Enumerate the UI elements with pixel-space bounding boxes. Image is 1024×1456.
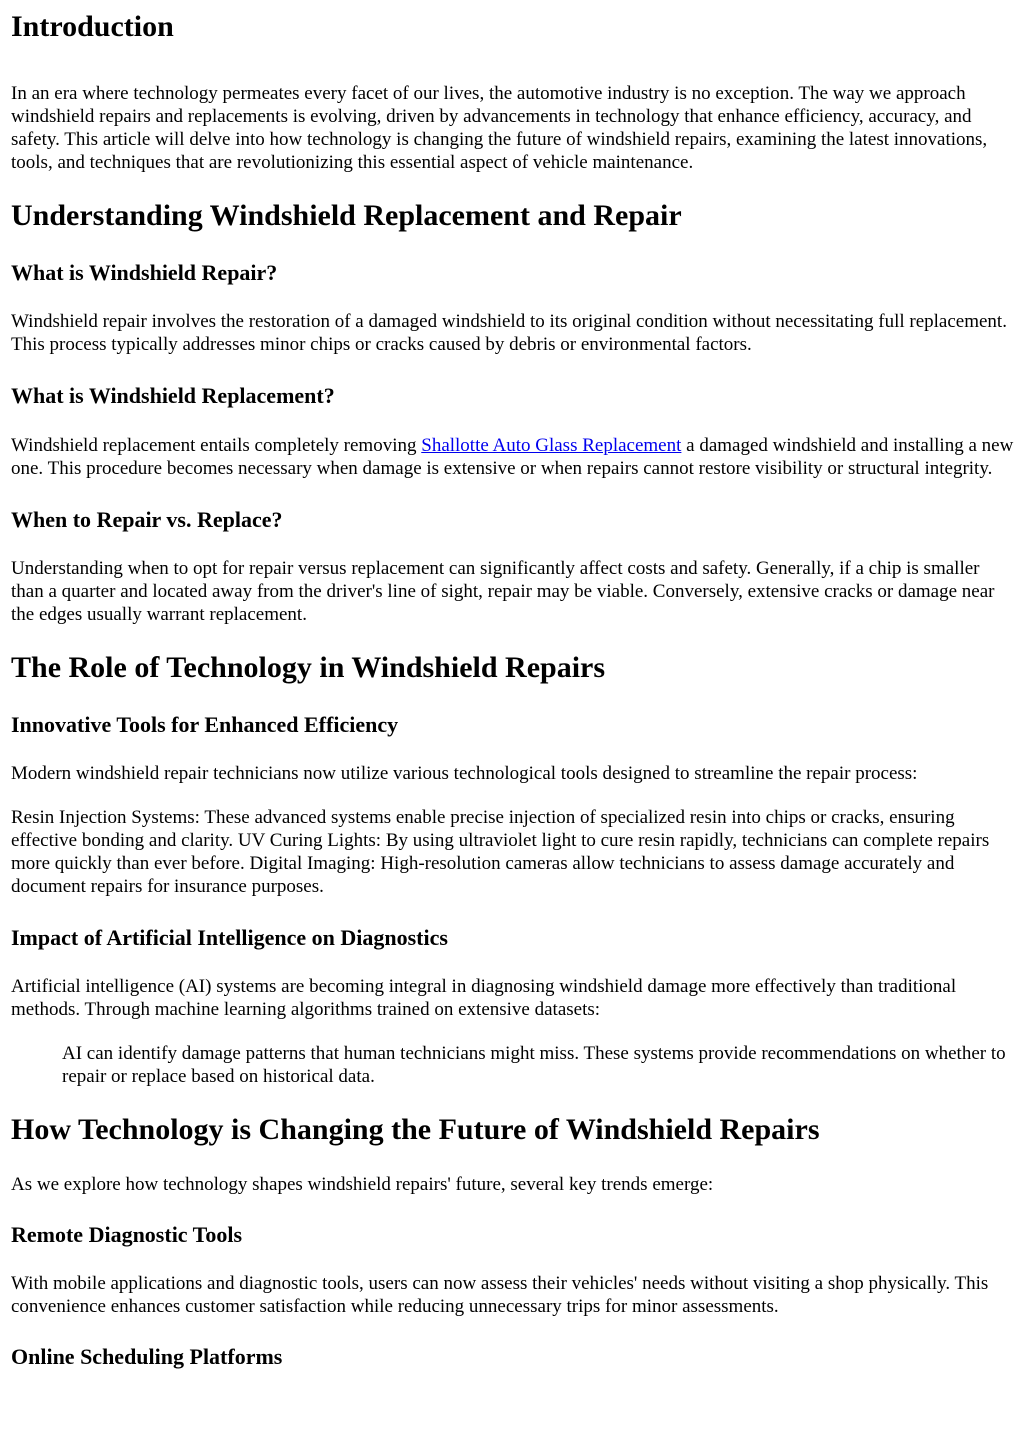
article: [0, 10, 1024, 1370]
ai-diagnostics-heading: Impact of Artificial Intelligence on Diagnostics: [11, 925, 448, 950]
future-heading: How Technology is Changing the Future of Windshield Repairs: [11, 1113, 820, 1146]
introduction-paragraph: In an era where technology permeates every facet of our lives, the automotive industry is no exception. The way we approach windshield repairs and replacements is evolving, driven by advancements in technology that enhance efficiency, accuracy, and safety. This article will delve into how technology is changing the future of windshield repairs, examining the latest innovations, tools, and techniques that are revolutionizing this essential aspect of vehicle maintenance.: [11, 83, 988, 173]
online-scheduling-heading: Online Scheduling Platforms: [11, 1344, 283, 1369]
what-is-repair-paragraph: Windshield repair involves the restoration of a damaged windshield to its original condition without necessitating full replacement. This process typically addresses minor chips or cracks caused by debris or environmental factors.: [11, 311, 1007, 355]
replacement-text-after-link: a damaged windshield and installing a new one. This procedure becomes necessary when damage is extensive or when repairs cannot restore visibility or structural integrity.: [11, 435, 1014, 479]
innovative-tools-intro: Modern windshield repair technicians now utilize various technological tools designed to streamline the repair process:: [11, 763, 918, 784]
remote-diagnostic-paragraph: With mobile applications and diagnostic tools, users can now assess their vehicles' needs without visiting a shop physically. This convenience enhances customer satisfaction while reducing unnecessary trips for minor assessments.: [11, 1273, 989, 1317]
remote-diagnostic-heading: Remote Diagnostic Tools: [11, 1222, 242, 1247]
introduction-heading: Introduction: [11, 10, 174, 43]
ai-diagnostics-paragraph: Artificial intelligence (AI) systems are becoming integral in diagnosing windshield damage more effectively than traditional methods. Through machine learning algorithms trained on extensive datasets:: [11, 976, 957, 1020]
ai-diagnostics-quote: AI can identify damage patterns that human technicians might miss. These systems provide recommendations on whether to repair or replace based on historical data.: [62, 1043, 1006, 1087]
what-is-replacement-heading: What is Windshield Replacement?: [11, 383, 335, 408]
repair-vs-replace-paragraph: Understanding when to opt for repair versus replacement can significantly affect costs and safety. Generally, if a chip is smaller than a quarter and located away from the driver's line of sight, repair may be viable. Conversely, extensive cracks or damage near the edges usually warrant replacement.: [11, 558, 995, 625]
understanding-heading: Understanding Windshield Replacement and Repair: [11, 199, 682, 232]
role-of-technology-heading: The Role of Technology in Windshield Repairs: [11, 651, 606, 684]
replacement-text-before-link: Windshield replacement entails completely removing: [11, 435, 422, 456]
future-paragraph: As we explore how technology shapes windshield repairs' future, several key trends emerge:: [11, 1174, 714, 1195]
what-is-repair-heading: What is Windshield Repair?: [11, 260, 278, 285]
repair-vs-replace-heading: When to Repair vs. Replace?: [11, 507, 283, 532]
shallotte-auto-glass-link[interactable]: Shallotte Auto Glass Replacement: [421, 435, 682, 456]
innovative-tools-list: Resin Injection Systems: These advanced systems enable precise injection of specialized resin into chips or cracks, ensuring effective bonding and clarity. UV Curing Lights: By using ultraviolet light to cure resin rapidly, technicians can complete repairs more quickly than ever before. Digital Imaging: High-resolution cameras allow technicians to assess damage accurately and document repairs for insurance purposes.: [11, 807, 990, 897]
what-is-replacement-paragraph: [11, 434, 1016, 480]
innovative-tools-heading: Innovative Tools for Enhanced Efficiency: [11, 712, 399, 737]
